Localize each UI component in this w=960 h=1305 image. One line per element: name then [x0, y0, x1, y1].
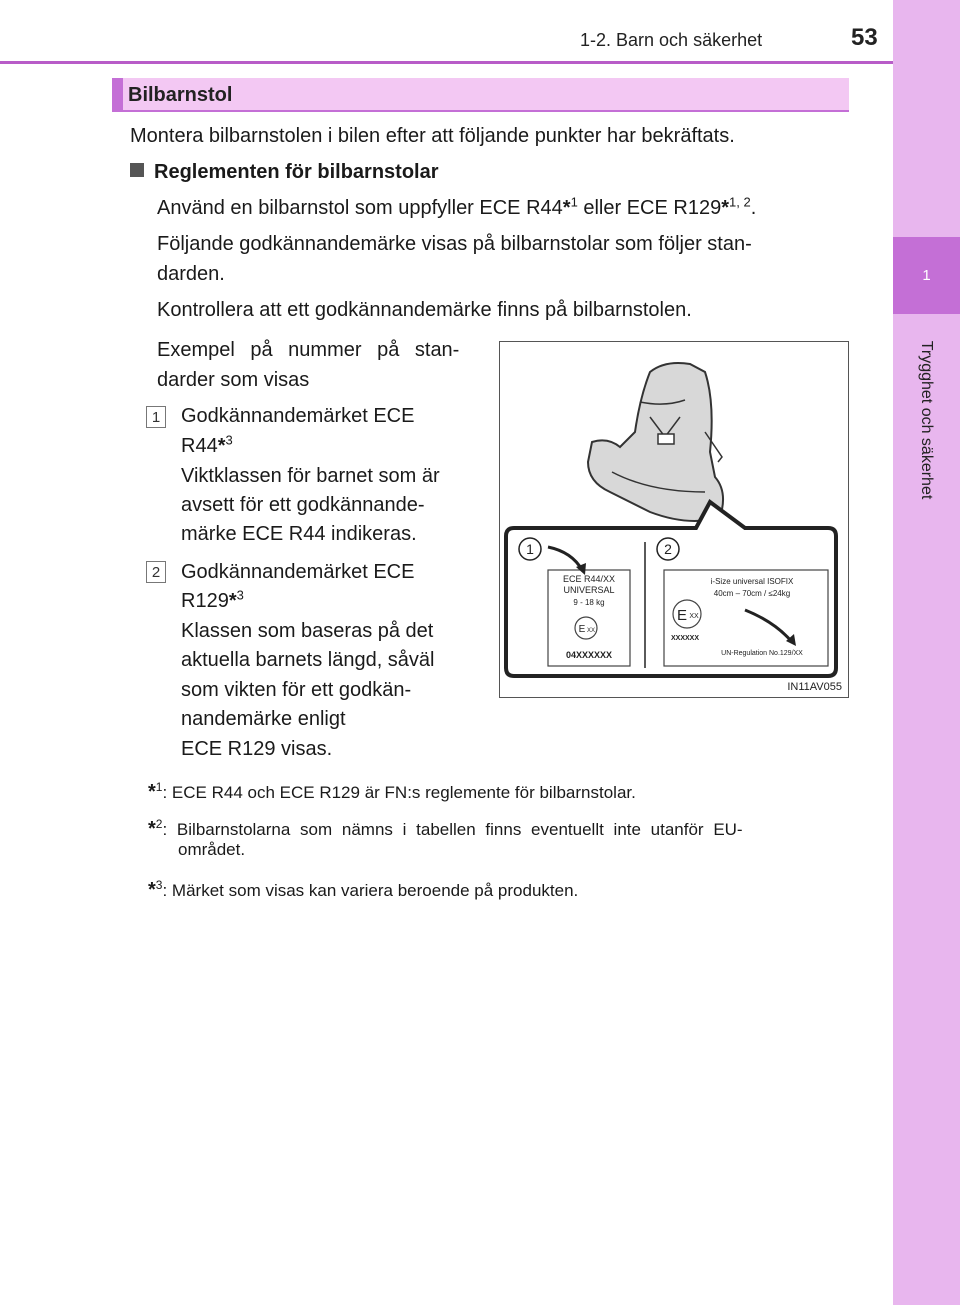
label-2-line-1: i-Size universal ISOFIX — [710, 577, 794, 586]
label-2-regulation: UN-Regulation No.129/XX — [721, 650, 803, 657]
item-number-1: 1 — [146, 406, 166, 428]
item-2-desc-line-4: nandemärke enligt — [181, 708, 346, 730]
illustration-code: IN11AV055 — [787, 681, 842, 693]
car-seat-svg — [500, 342, 848, 697]
item-2-desc-line-5: ECE R129 visas. — [181, 738, 333, 760]
example-line-2: darder som visas — [157, 369, 310, 391]
section-title: Bilbarnstol — [128, 84, 233, 106]
item-1-title-line-2: R44*$^3$ — [181, 432, 233, 457]
label-2-line-2: 40cm – 70cm / ≤24kg — [713, 589, 791, 598]
item-2-desc-line-1: Klassen som baseras på det — [181, 620, 434, 642]
regulations-heading: Reglementen för bilbarnstolar — [130, 158, 439, 187]
example-line-1: Exempel på nummer på stan- — [157, 339, 460, 361]
label-1-mark: E — [578, 624, 586, 635]
item-1-desc-line-3: märke ECE R44 indikeras. — [181, 523, 417, 545]
label-2-mark: E — [676, 607, 688, 624]
page-number: 53 — [851, 24, 878, 51]
item-2-desc-line-2: aktuella barnets längd, såväl — [181, 649, 435, 671]
item-2-title-line-2: R129*$^3$ — [181, 587, 244, 612]
footnote-1: *$^1$: ECE R44 och ECE R129 är FN:s reglemente för bilbarnstolar. — [148, 780, 636, 803]
regulations-line-4: Kontrollera att ett godkännandemärke finns på bilbarnstolen. — [157, 299, 692, 321]
item-1-title-line-1: Godkännandemärket ECE — [181, 405, 415, 427]
side-tab-strip — [893, 0, 960, 1305]
chapter-label: Trygghet och säkerhet — [918, 340, 935, 500]
car-seat-illustration — [499, 341, 849, 698]
header-divider — [0, 61, 893, 64]
footnote-2: *$^2$: Bilbarnstolarna som nämns i tabellen finns eventuellt inte utanför EU- — [148, 817, 743, 840]
item-number-2: 2 — [146, 561, 166, 583]
label-1-mark-sub: XX — [586, 628, 596, 634]
running-header: 1-2. Barn och säkerhet — [580, 30, 763, 50]
regulations-line-1: Använd en bilbarnstol som uppfyller ECE R44*$^1$ eller ECE R129*$^{1, 2}$. — [157, 194, 757, 219]
chapter-number: 1 — [922, 267, 931, 284]
label-1-line-1: ECE R44/XX — [562, 574, 616, 584]
item-2-desc-line-3: som vikten för ett godkän- — [181, 679, 412, 701]
item-1-desc-line-1: Viktklassen för barnet som är — [181, 465, 440, 487]
regulations-line-3: darden. — [157, 263, 225, 285]
chapter-tab[interactable] — [893, 237, 960, 314]
footnote-3: *$^3$: Märket som visas kan variera beroende på produkten. — [148, 878, 579, 901]
label-2-mark-sub: XX — [689, 613, 699, 620]
callout-number-1: 1 — [526, 541, 534, 557]
intro-text: Montera bilbarnstolen i bilen efter att följande punkter har bekräftats. — [130, 125, 735, 147]
label-1-number: 04XXXXXX — [565, 650, 613, 660]
callout-number-2: 2 — [664, 541, 672, 557]
regulations-line-2: Följande godkännandemärke visas på bilbarnstolar som följer stan- — [157, 233, 752, 255]
item-2-title-line-1: Godkännandemärket ECE — [181, 561, 415, 583]
car-seat-icon — [588, 363, 723, 521]
footnote-2-continued: området. — [178, 840, 246, 859]
label-1-line-2: UNIVERSAL — [563, 585, 615, 595]
label-2-number: XXXXXX — [671, 635, 700, 642]
label-1-line-3: 9 - 18 kg — [573, 598, 605, 607]
square-bullet-icon — [130, 163, 144, 177]
item-1-desc-line-2: avsett för ett godkännande- — [181, 494, 425, 516]
